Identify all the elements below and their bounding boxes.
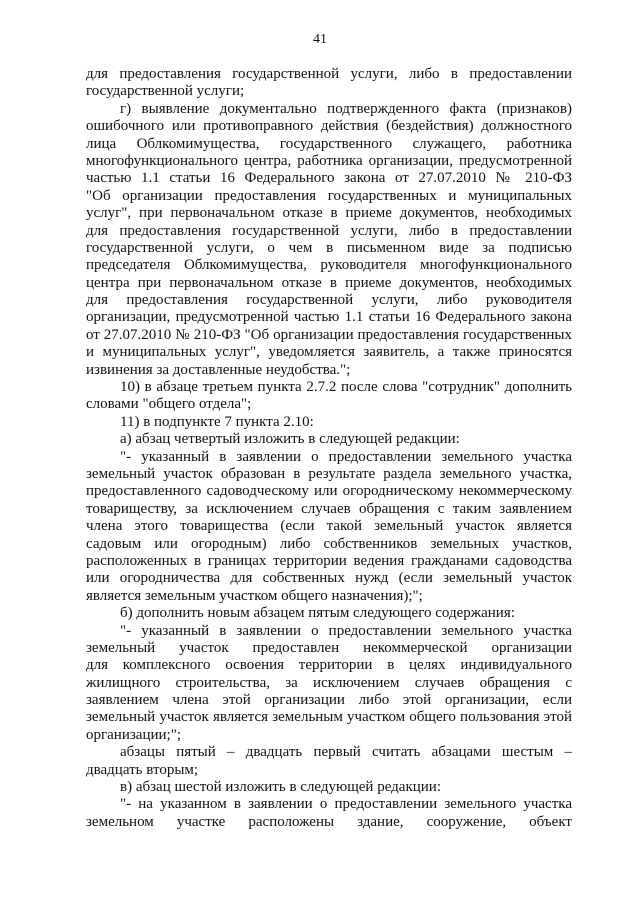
text-line: для предоставления государственной услуги, либо в предоставлении (86, 66, 572, 82)
text-line: садовым или огородным) либо собственников земельных участков, (86, 535, 572, 552)
text-line: расположенных в границах территории ведения гражданами садоводства (86, 552, 572, 569)
text-line: от 27.07.2010 № 210-ФЗ "Об организации предоставления государственных (86, 326, 572, 343)
text-line: ошибочного или противоправного действия (бездействия) должностного (86, 118, 572, 135)
text-line: лица Облкомимущества, государственного служащего, работника (86, 135, 572, 152)
text-line: "- указанный в заявлении о предоставлении земельного участка (120, 622, 572, 639)
text-line: председателя Облкомимущества, руководителя многофункционального (86, 257, 572, 274)
text-line: б) дополнить новым абзацем пятым следующего содержания: (120, 605, 515, 622)
text-line: для комплексного освоения территории в целях индивидуального (86, 657, 572, 674)
text-line: государственной услуги, о чем в письменном виде за подписью (86, 239, 572, 256)
text-line: государственной услуги; (86, 83, 245, 100)
document-body (86, 66, 572, 831)
text-line: "- на указанном в заявлении о предоставлении земельного участка (120, 796, 572, 813)
text-line: центра при первоначальном отказе в приеме документов, необходимых (86, 274, 572, 291)
text-line: земельном участке расположены здание, сооружение, объект (86, 813, 572, 830)
text-line: для предоставления государственной услуги, либо руководителя (86, 292, 572, 309)
text-line: или огородничества для собственных нужд (если земельный участок (86, 570, 572, 587)
text-line: многофункционального центра, работника организации, предусмотренной (86, 152, 572, 169)
text-line: земельный участок предоставлен некоммерческой организации (86, 639, 572, 656)
text-line: г) выявление документально подтвержденного факта (признаков) (120, 100, 572, 117)
text-line: организации;"; (86, 726, 181, 743)
text-line: словами "общего отдела"; (86, 396, 252, 413)
text-line: "- указанный в заявлении о предоставлении земельного участка (120, 448, 572, 465)
page-number: 41 (313, 32, 327, 47)
text-line: жилищного строительства, за исключением случаев обращения с (86, 674, 572, 691)
text-line: организации, предусмотренной частью 1.1 статьи 16 Федерального закона (86, 309, 572, 326)
text-line: земельный участок является земельным участком общего пользования этой (86, 709, 572, 726)
text-line: двадцать вторым; (86, 761, 199, 778)
text-line: извинения за доставленные неудобства."; (86, 361, 351, 378)
text-line: члена этого товарищества (если такой земельный участок является (86, 518, 572, 535)
text-line: в) абзац шестой изложить в следующей редакции: (120, 779, 441, 796)
text-line: частью 1.1 статьи 16 Федерального закона от 27.07.2010 № 210-ФЗ (86, 170, 572, 187)
text-line: 10) в абзаце третьем пункта 2.7.2 после слова "сотрудник" дополнить (120, 379, 572, 396)
text-line: для предоставления государственной услуги, либо в предоставлении (86, 222, 572, 239)
text-line: "Об организации предоставления государственных и муниципальных (86, 187, 572, 204)
text-line: 11) в подпункте 7 пункта 2.10: (120, 413, 314, 430)
text-line: а) абзац четвертый изложить в следующей редакции: (120, 431, 460, 448)
text-line: предоставленного садоводческому или огородническому некоммерческому (86, 483, 572, 500)
text-line: услуг", при первоначальном отказе в приеме документов, необходимых (86, 205, 572, 222)
text-line: является земельным участком общего назначения);"; (86, 587, 423, 604)
text-line: товариществу, за исключением случаев обращения с таким заявлением (86, 500, 572, 517)
text-line: заявлением члена этой организации либо этой организации, если (86, 692, 572, 709)
text-line: земельный участок образован в результате раздела земельного участка, (86, 465, 572, 482)
text-line: абзацы пятый – двадцать первый считать абзацами шестым – (120, 744, 572, 761)
text-line: и муниципальных услуг", уведомляется заявитель, а также приносятся (86, 344, 572, 361)
